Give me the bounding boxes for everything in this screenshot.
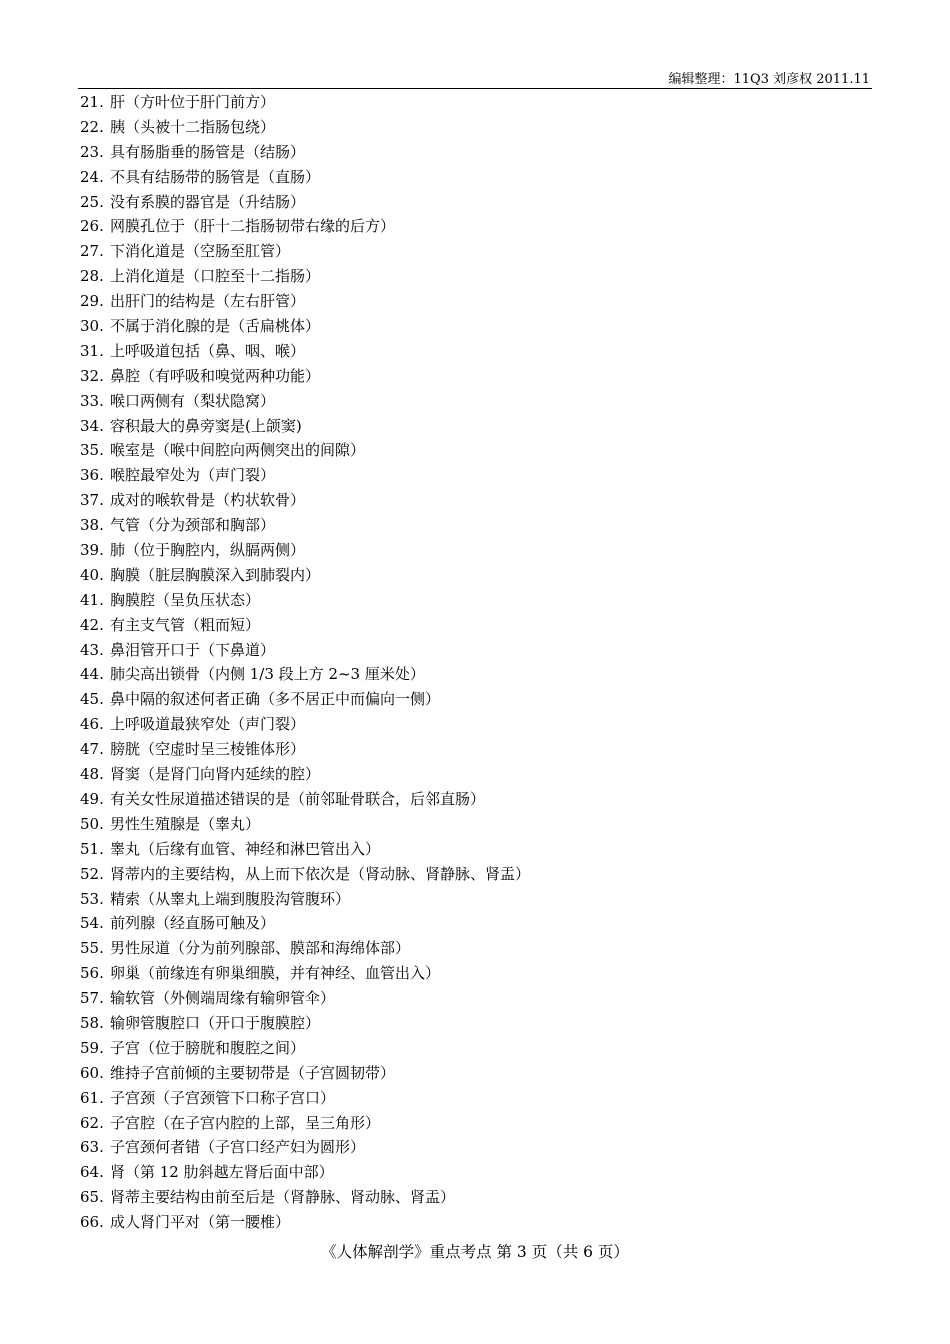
list-item [80,414,870,439]
item-number: 53. [80,889,104,908]
item-number: 57. [80,989,104,1008]
item-number: 32. [80,366,104,385]
item-text: 输软管（外侧端周缘有输卵管伞） [110,989,336,1008]
item-number: 39. [80,541,104,560]
item-text: 有主支气管（粗而短） [110,615,261,634]
item-number: 25. [80,192,104,211]
list-item [80,165,870,190]
item-text: 没有系膜的器官是（升结肠） [110,192,306,211]
item-text: 喉腔最窄处为（声门裂） [110,466,276,485]
item-text: 维持子宫前倾的主要韧带是（子宫圆韧带） [110,1063,396,1082]
item-number: 48. [80,765,104,784]
list-item [80,264,870,289]
list-item [80,488,870,513]
item-text: 上消化道是（口腔至十二指肠） [110,267,321,286]
item-text: 网膜孔位于（肝十二指肠韧带右缘的后方） [110,217,396,236]
item-number: 62. [80,1113,104,1132]
list-item [80,364,870,389]
item-text: 容积最大的鼻旁窦是(上颌窦) [110,416,302,435]
item-text: 男性尿道（分为前列腺部、膜部和海绵体部） [110,939,411,958]
item-text: 精索（从睾丸上端到腹股沟管腹环） [110,889,351,908]
item-number: 45. [80,690,104,709]
item-number: 36. [80,466,104,485]
item-number: 41. [80,590,104,609]
item-number: 63. [80,1138,104,1157]
list-item [80,214,870,239]
list-item [80,662,870,687]
item-text: 成对的喉软骨是（杓状软骨） [110,491,306,510]
item-number: 51. [80,839,104,858]
item-text: 肝（方叶位于肝门前方） [110,93,276,111]
item-number: 66. [80,1213,104,1232]
item-number: 59. [80,1038,104,1057]
list-item [80,687,870,712]
item-number: 56. [80,964,104,983]
item-number: 33. [80,391,104,410]
item-text: 子宫颈何者错（子宫口经产妇为圆形） [110,1138,366,1157]
item-text: 气管（分为颈部和胸部） [110,516,276,535]
list-item [80,936,870,961]
item-text: 子宫颈（子宫颈管下口称子宫口） [110,1088,336,1107]
item-number: 52. [80,864,104,883]
list-item [80,737,870,762]
list-item [80,762,870,787]
item-text: 膀胱（空虚时呈三棱锥体形） [110,740,306,759]
list-item [80,140,870,165]
list-item [80,911,870,936]
item-number: 24. [80,167,104,186]
list-item [80,513,870,538]
list-item [80,463,870,488]
item-text: 肺（位于胸腔内，纵膈两侧） [110,541,306,560]
list-item [80,812,870,837]
list-item [80,961,870,986]
item-text: 输卵管腹腔口（开口于腹膜腔） [110,1013,321,1032]
item-text: 肺尖高出锁骨（内侧 1/3 段上方 2~3 厘米处） [110,665,425,684]
item-number: 35. [80,441,104,460]
item-number: 31. [80,341,104,360]
item-text: 子宫腔（在子宫内腔的上部，呈三角形） [110,1113,381,1132]
item-number: 43. [80,640,104,659]
list-item [80,339,870,364]
list-item [80,1135,870,1160]
list-item [80,787,870,812]
item-number: 40. [80,565,104,584]
item-number: 23. [80,142,104,161]
list-item [80,1061,870,1086]
item-text: 有关女性尿道描述错误的是（前邻耻骨联合，后邻直肠） [110,789,486,808]
item-text: 肾（第 12 肋斜越左肾后面中部） [110,1163,334,1182]
item-number: 49. [80,789,104,808]
page-header [78,72,872,89]
list-item [80,1160,870,1185]
item-text: 成人肾门平对（第一腰椎） [110,1213,291,1232]
item-text: 上呼吸道最狭窄处（声门裂） [110,715,306,734]
item-number: 37. [80,491,104,510]
item-text: 鼻泪管开口于（下鼻道） [110,640,276,659]
list-item [80,438,870,463]
list-item [80,887,870,912]
item-text: 鼻中隔的叙述何者正确（多不居正中而偏向一侧） [110,690,441,709]
item-number: 58. [80,1013,104,1032]
item-text: 胰（头被十二指肠包绕） [110,117,276,136]
list-item [80,613,870,638]
item-number: 27. [80,242,104,261]
item-number: 30. [80,317,104,336]
list-item [80,986,870,1011]
list-item [80,90,870,115]
item-number: 29. [80,292,104,311]
item-number: 46. [80,715,104,734]
item-text: 具有肠脂垂的肠管是（结肠） [110,142,306,161]
list-item [80,314,870,339]
item-text: 肾窦（是肾门向肾内延续的腔） [110,765,321,784]
list-item [80,239,870,264]
item-text: 肾蒂主要结构由前至后是（肾静脉、肾动脉、肾盂） [110,1188,456,1207]
item-number: 60. [80,1063,104,1082]
item-number: 64. [80,1163,104,1182]
item-number: 28. [80,267,104,286]
item-text: 鼻腔（有呼吸和嗅觉两种功能） [110,366,321,385]
item-text: 子宫（位于膀胱和腹腔之间） [110,1038,306,1057]
item-text: 喉室是（喉中间腔向两侧突出的间隙） [110,441,366,460]
item-text: 肾蒂内的主要结构，从上而下依次是（肾动脉、肾静脉、肾盂） [110,864,531,883]
item-number: 34. [80,416,104,435]
item-text: 出肝门的结构是（左右肝管） [110,292,306,311]
item-number: 54. [80,914,104,933]
header-editor-info: 编辑整理：11Q3 刘彦权 2011.11 [668,72,870,87]
item-text: 不具有结肠带的肠管是（直肠） [110,167,321,186]
item-number: 65. [80,1188,104,1207]
list-item [80,1086,870,1111]
list-item [80,862,870,887]
list-item [80,712,870,737]
item-text: 下消化道是（空肠至肛管） [110,242,291,261]
item-number: 61. [80,1088,104,1107]
list-item [80,1185,870,1210]
item-number: 47. [80,740,104,759]
item-number: 42. [80,615,104,634]
item-text: 不属于消化腺的是（舌扁桃体） [110,317,321,336]
list-item [80,289,870,314]
item-number: 50. [80,814,104,833]
item-number: 38. [80,516,104,535]
list-item [80,638,870,663]
list-item [80,1011,870,1036]
item-text: 胸膜腔（呈负压状态） [110,590,261,609]
list-item [80,1210,870,1235]
list-item [80,115,870,140]
item-text: 前列腺（经直肠可触及） [110,914,276,933]
list-item [80,1036,870,1061]
list-item [80,389,870,414]
list-item [80,190,870,215]
item-number: 22. [80,117,104,136]
item-text: 喉口两侧有（梨状隐窝） [110,391,276,410]
question-list [80,90,870,1235]
item-text: 胸膜（脏层胸膜深入到肺裂内） [110,565,321,584]
list-item [80,538,870,563]
item-number: 26. [80,217,104,236]
item-text: 睾丸（后缘有血管、神经和淋巴管出入） [110,839,381,858]
item-text: 卵巢（前缘连有卵巢细膜，并有神经、血管出入） [110,964,441,983]
page-footer: 《人体解剖学》重点考点 第 3 页（共 6 页） [321,1243,629,1261]
list-item [80,563,870,588]
item-number: 55. [80,939,104,958]
item-text: 男性生殖腺是（睾丸） [110,814,261,833]
item-number: 21. [80,93,104,111]
list-item [80,588,870,613]
item-number: 44. [80,665,104,684]
list-item [80,1111,870,1136]
list-item [80,837,870,862]
item-text: 上呼吸道包括（鼻、咽、喉） [110,341,306,360]
